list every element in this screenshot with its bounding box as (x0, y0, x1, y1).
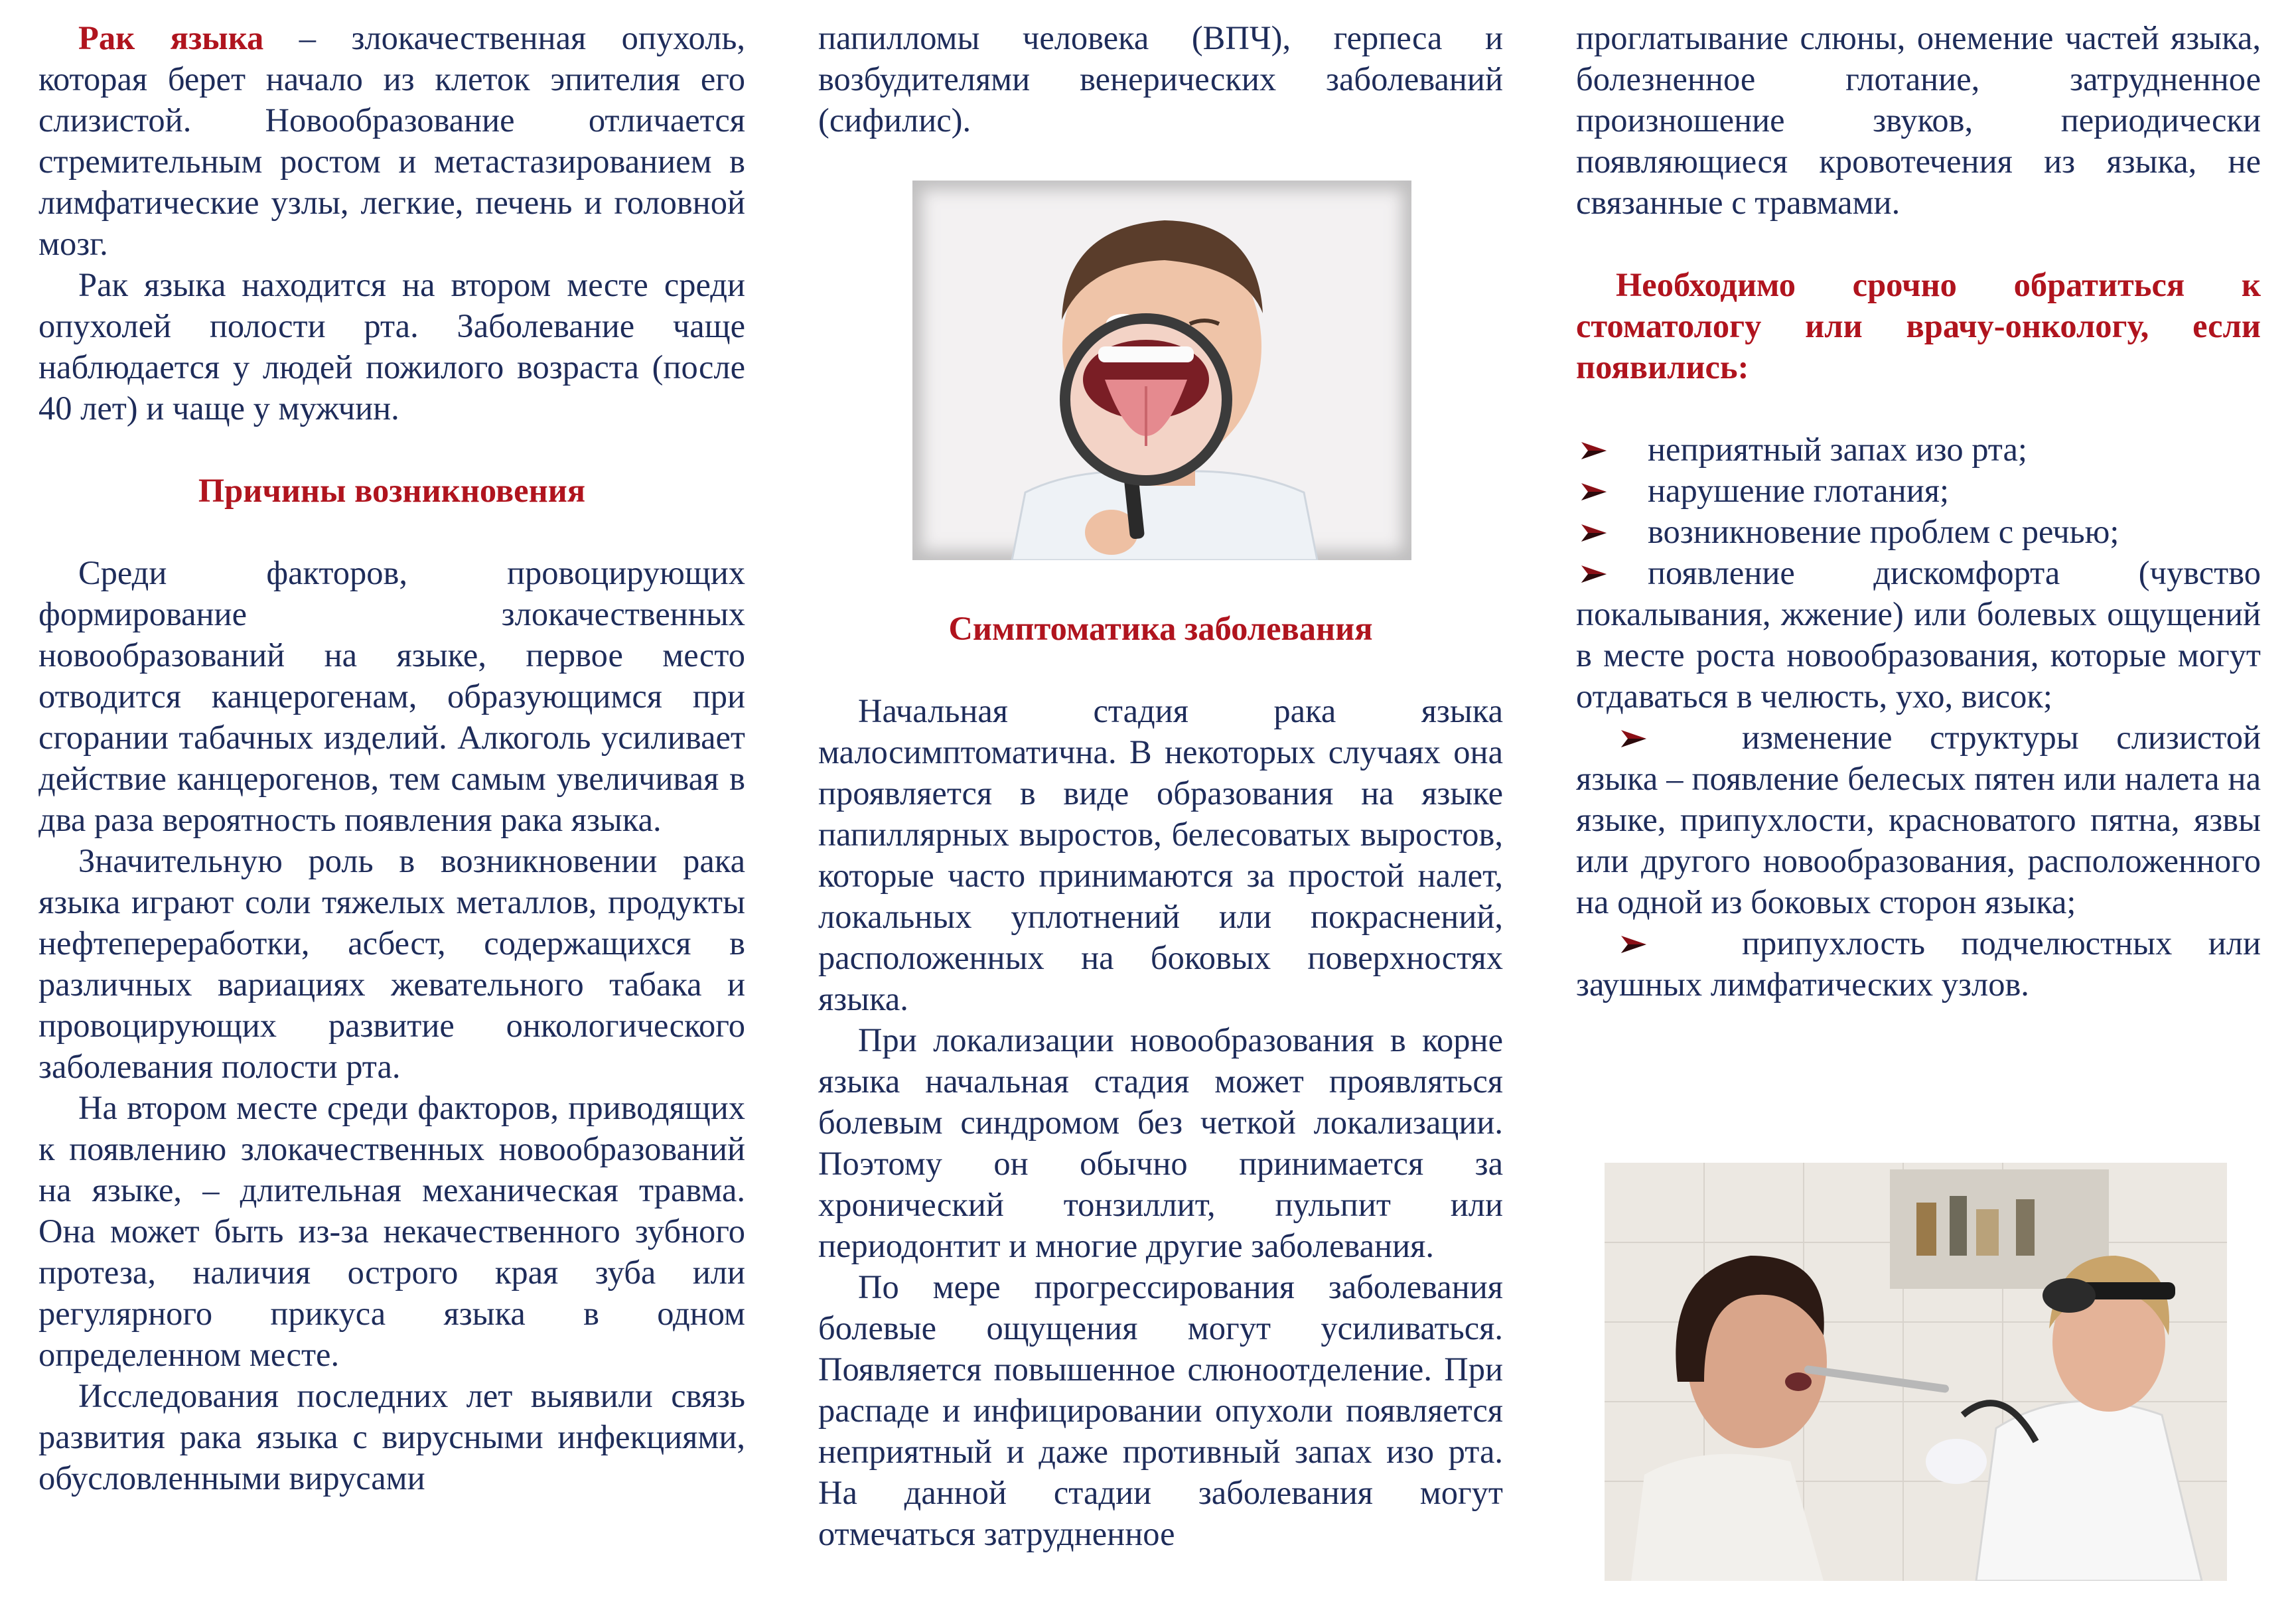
list-item: возникновение проблем с речью; (1576, 511, 2261, 552)
column-right (1576, 17, 2261, 1005)
paragraph: папилломы человека (ВПЧ), герпеса и возбудителями венерических заболеваний (сифилис). (818, 19, 1503, 139)
paragraph: Начальная стадия рака языка малосимптоматична. В некоторых случаях она проявляется в виде образования на языке папиллярных выростов, белесоватых выростов, которые часто принимаются за простой налет, локальных уплотнений или покраснений, расположенных на боковых поверхностях языка. (818, 692, 1503, 1017)
intro-paragraph (38, 17, 745, 264)
paragraph: По мере прогрессирования заболевания болевые ощущения могут усиливаться. Появляется повышенное слюноотделение. При распаде и инфицировании опухоли появляется неприятный и даже противный запах изо рта. На данной стадии заболевания могут отмечаться затрудненное (818, 1268, 1503, 1552)
red-arrow-bullet-icon (1620, 933, 1648, 956)
list-item: появление дискомфорта (чувство покалывания, жжение) или болевых ощущений в месте роста новообразования, которые могут отдаваться в челюсть, ухо, висок; (1576, 554, 2261, 715)
red-arrow-bullet-icon (1620, 727, 1648, 750)
photo-doctor-exam (1605, 1163, 2227, 1581)
doctor-examining-patient-illustration (1605, 1163, 2227, 1581)
intro-lead: Рак языка (78, 19, 264, 56)
paragraph: Значительную роль в возникновении рака языка играют соли тяжелых металлов, продукты нефтепереработки, асбест, содержащихся в различных вариациях жевательного табака и провоцирующих развитие онкологического заболевания полости рта. (38, 842, 745, 1085)
paragraph: Рак языка находится на втором месте среди опухолей полости рта. Заболевание чаще наблюдается у людей пожилого возраста (после 40 лет) и чаще у мужчин. (38, 266, 745, 427)
red-arrow-bullet-icon (1580, 522, 1608, 544)
list-item: нарушение глотания; (1576, 470, 2261, 511)
paragraph: проглатывание слюны, онемение частей языка, болезненное глотание, затрудненное произношение звуков, периодически появляющиеся кровотечения из языка, не связанные с травмами. (1576, 19, 2261, 221)
red-arrow-bullet-icon (1580, 439, 1608, 462)
section-heading-symptoms: Симптоматика заболевания (948, 610, 1373, 647)
alert-heading: Необходимо срочно обратиться к стоматологу или врачу-онкологу, если появились: (1576, 266, 2261, 386)
paragraph: На втором месте среди факторов, приводящих к появлению злокачественных новообразований на языке, – длительная механическая травма. Она может быть из-за некачественного зубного протеза, наличия острого края зуба или регулярного прикуса языка в одном определенном месте. (38, 1089, 745, 1373)
column-middle (818, 17, 1503, 1554)
list-item: изменение структуры слизистой языка – появление белесых пятен или налета на языке, припухлости, красноватого пятна, язвы или другого новообразования, расположенного на одной из боковых сторон языка; (1576, 719, 2261, 921)
warning-signs-list (1576, 429, 2261, 1005)
red-arrow-bullet-icon (1580, 563, 1608, 585)
photo-tongue-magnifier (912, 181, 1411, 560)
paragraph: Среди факторов, провоцирующих формирование злокачественных новообразований на языке, первое место отводится канцерогенам, образующимся при сгорании табачных изделий. Алкоголь усиливает действие канцерогенов, тем самым увеличивая в два раза вероятность появления рака языка. (38, 554, 745, 838)
red-arrow-bullet-icon (1580, 480, 1608, 503)
intro-text: – злокачественная опухоль, которая берет начало из клеток эпителия его слизистой. Новообразование отличается стремительным ростом и метастазированием в лимфатические узлы, легкие, печень и головной мозг. (38, 19, 745, 262)
list-item: припухлость подчелюстных или заушных лимфатических узлов. (1576, 924, 2261, 1003)
section-heading-causes: Причины возникновения (198, 472, 586, 509)
list-item: неприятный запах изо рта; (1576, 429, 2261, 470)
column-left (38, 17, 745, 1499)
paragraph: Исследования последних лет выявили связь развития рака языка с вирусными инфекциями, обусловленными вирусами (38, 1377, 745, 1497)
boy-with-magnifier-illustration (912, 181, 1411, 560)
paragraph: При локализации новообразования в корне языка начальная стадия может проявляться болевым синдромом без четкой локализации. Поэтому он обычно принимается за хронический тонзиллит, пульпит или периодонтит и многие другие заболевания. (818, 1021, 1503, 1264)
